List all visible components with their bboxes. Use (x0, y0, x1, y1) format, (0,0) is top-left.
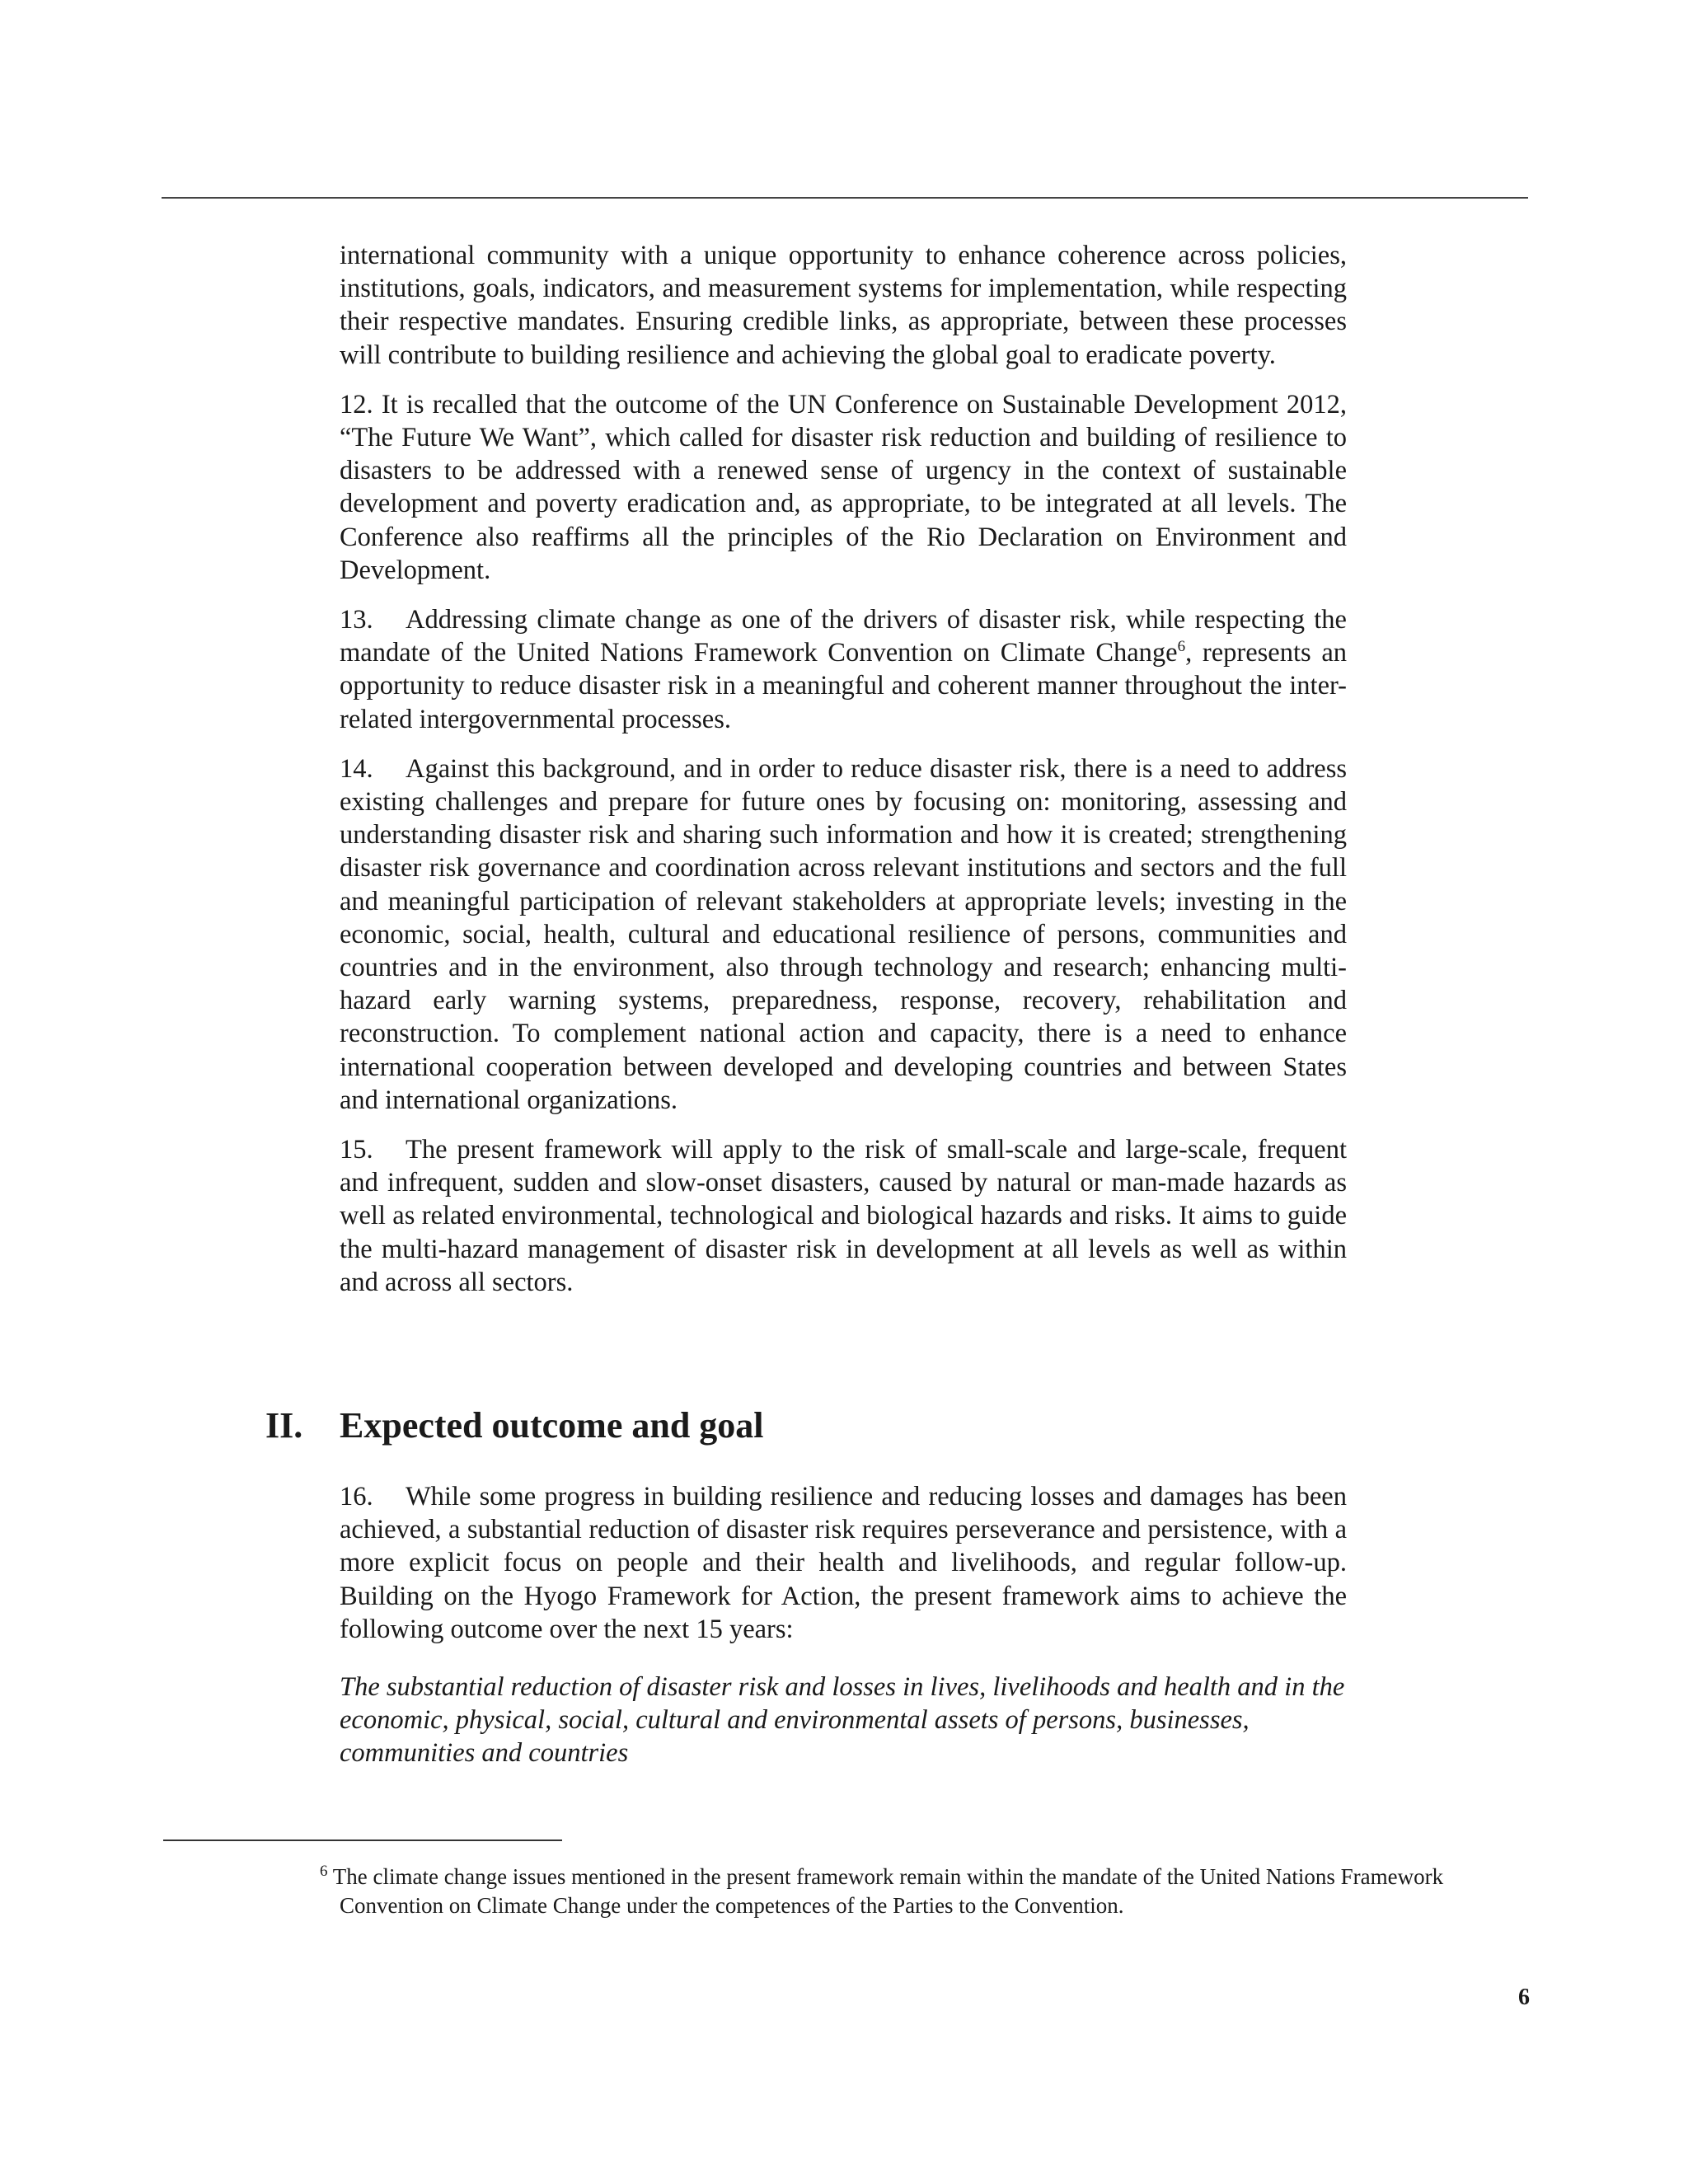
paragraph-text: Against this background, and in order to reduce disaster risk, there is a need to address existing challenges and prepare for future ones by focusing on: monitoring, assessing and understanding disaster risk and sharing such information and how it is created; strengthening disaster risk governance and coordination across relevant institutions and sectors and the full and meaningful participation of relevant stakeholders at appropriate levels; investing in the economic, social, health, cultural and educational resilience of persons, communities and countries and in the environment, also through technology and research; enhancing multi-hazard early warning systems, preparedness, response, recovery, rehabilitation and reconstruction. To complement national action and capacity, there is a need to enhance international cooperation between developed and developing countries and between States and international organizations. (340, 753, 1347, 1115)
paragraph-13 (340, 603, 1347, 736)
paragraph-text: international community with a unique opportunity to enhance coherence across policies, institutions, goals, indicators, and measurement systems for implementation, while respecting their respective mandates. Ensuring credible links, as appropriate, between these processes will contribute to building resilience and achieving the global goal to eradicate poverty. (340, 241, 1347, 370)
section-number: II. (265, 1405, 303, 1446)
paragraph-text: Addressing climate change as one of the drivers of disaster risk, while respecting the mandate of the United Nations Framework Convention on Climate Change (340, 605, 1347, 668)
footnote-text: The climate change issues mentioned in the present framework remain within the mandate of the United Nations Framework Convention on Climate Change under the competences of the Parties to the Convention. (332, 1864, 1444, 1918)
paragraph-continued (340, 239, 1347, 372)
paragraph-14 (340, 752, 1347, 1117)
body-text (340, 239, 1347, 1315)
section-title: Expected outcome and goal (340, 1405, 764, 1446)
paragraph-number: 13. (340, 605, 373, 635)
paragraph-number: 16. (340, 1482, 373, 1511)
outcome-statement: The substantial reduction of disaster risk and losses in lives, livelihoods and health and in the economic, physical, social, cultural and environmental assets of persons, businesses, communities and countries (340, 1672, 1345, 1769)
footnote-marker: 6 (320, 1863, 328, 1880)
paragraph-number: 15. (340, 1135, 373, 1165)
section-heading (265, 1403, 1419, 1449)
header-rule (162, 197, 1528, 199)
paragraph-number: 14. (340, 753, 373, 784)
paragraph-15 (340, 1133, 1347, 1299)
paragraph-text: While some progress in building resilience and reducing losses and damages has been achieved, a substantial reduction of disaster risk requires perseverance and persistence, with a more explicit focus on people and their health and livelihoods, and regular follow-up. Building on the Hyogo Framework for Action, the present framework aims to achieve the following outcome over the next 15 years: (340, 1482, 1347, 1644)
page-number: 6 (1518, 1985, 1530, 2010)
paragraph-16 (340, 1480, 1347, 1646)
paragraph-text-continued: , represents an opportunity to reduce disaster risk in a meaningful and coherent manner throughout the inter-related intergovernmental processes. (340, 638, 1347, 734)
paragraph-12 (340, 388, 1347, 587)
footnote (320, 1863, 1535, 1920)
footnote-reference[interactable]: 6 (1177, 638, 1186, 656)
section-body (340, 1480, 1347, 1770)
paragraph-text: It is recalled that the outcome of the UN Conference on Sustainable Development 2012, “The Future We Want”, which called for disaster risk reduction and building of resilience to disasters to be addressed with a renewed sense of urgency in the context of sustainable development and poverty eradication and, as appropriate, to be integrated at all levels. The Conference also reaffirms all the principles of the Rio Declaration on Environment and Development. (340, 389, 1347, 585)
paragraph-number: 12. (340, 389, 373, 419)
paragraph-text: The present framework will apply to the risk of small-scale and large-scale, frequent and infrequent, sudden and slow-onset disasters, caused by natural or man-made hazards as well as related environmental, technological and biological hazards and risks. It aims to guide the multi-hazard management of disaster risk in development at all levels as well as within and across all sectors. (340, 1135, 1347, 1297)
footnote-separator (163, 1840, 562, 1841)
